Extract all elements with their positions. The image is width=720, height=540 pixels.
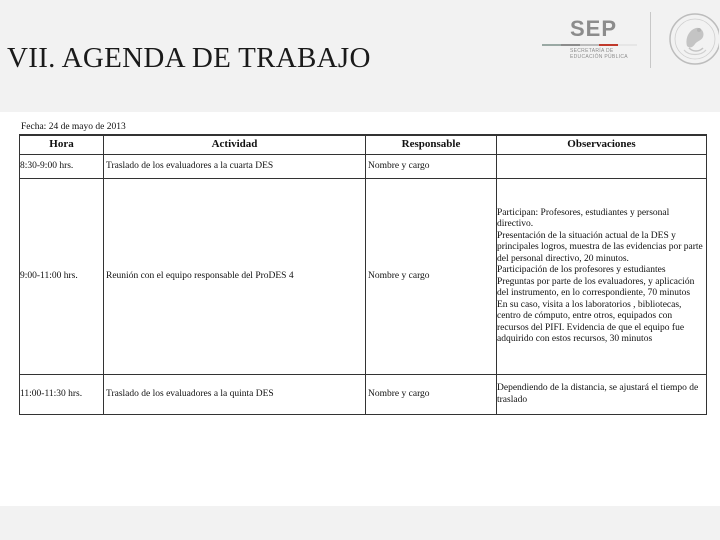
cell-responsable: Nombre y cargo [366,179,497,375]
cell-observaciones: Dependiendo de la distancia, se ajustará el tiempo de traslado [497,375,707,415]
slide-footer [0,506,720,540]
cell-hora: 11:00-11:30 hrs. [20,375,104,415]
cell-hora: 9:00-11:00 hrs. [20,179,104,375]
cell-responsable: Nombre y cargo [366,155,497,179]
sep-logo-subtitle-1: SECRETARÍA DE [570,48,614,54]
header-observaciones: Observaciones [497,135,707,155]
sep-logo-subtitle-2: EDUCACIÓN PÚBLICA [570,54,628,60]
page-title: VII. AGENDA DE TRABAJO [7,42,371,74]
table-row [20,375,707,415]
stripe-2 [561,44,580,46]
stripe-3 [580,44,599,46]
table-row [20,155,707,179]
cell-hora: 8:30-9:00 hrs. [20,155,104,179]
sep-logo-text: SEP [570,16,618,41]
table-row [20,179,707,375]
header-hora: Hora [20,135,104,155]
logo-divider [650,12,651,68]
slide-header [0,0,720,112]
stripe-5 [618,44,637,46]
table-header-row [20,135,707,155]
stripe-1 [542,44,561,46]
stripe-4 [599,44,618,46]
cell-actividad: Reunión con el equipo responsable del ProDES 4 [104,179,366,375]
header-responsable: Responsable [366,135,497,155]
cell-observaciones [497,155,707,179]
sep-logo [542,16,642,68]
header-actividad: Actividad [104,135,366,155]
cell-actividad: Traslado de los evaluadores a la quinta DES [104,375,366,415]
mexico-coat-of-arms-seal-icon [665,8,719,70]
sep-logo-stripes [542,44,637,46]
cell-observaciones: Participan: Profesores, estudiantes y personal directivo. Presentación de la situación actual de la DES y principales logros, muestra de las evidencias por parte del personal directivo, 20 minutos. Participación de los profesores y estudiantes Preguntas por parte de los evaluadores, y aplicación del instrumento, en lo correspondiente, 70 minutos En su caso, visita a los laboratorios , bibliotecas, centro de cómputo, entre otros, equipados con recursos del PIFI. Evidencia de que el equipo fue adquirido con estos recursos, 30 minutos [497,179,707,375]
agenda-date: Fecha: 24 de mayo de 2013 [21,122,126,132]
cell-responsable: Nombre y cargo [366,375,497,415]
cell-actividad: Traslado de los evaluadores a la cuarta DES [104,155,366,179]
agenda-table [19,134,707,415]
